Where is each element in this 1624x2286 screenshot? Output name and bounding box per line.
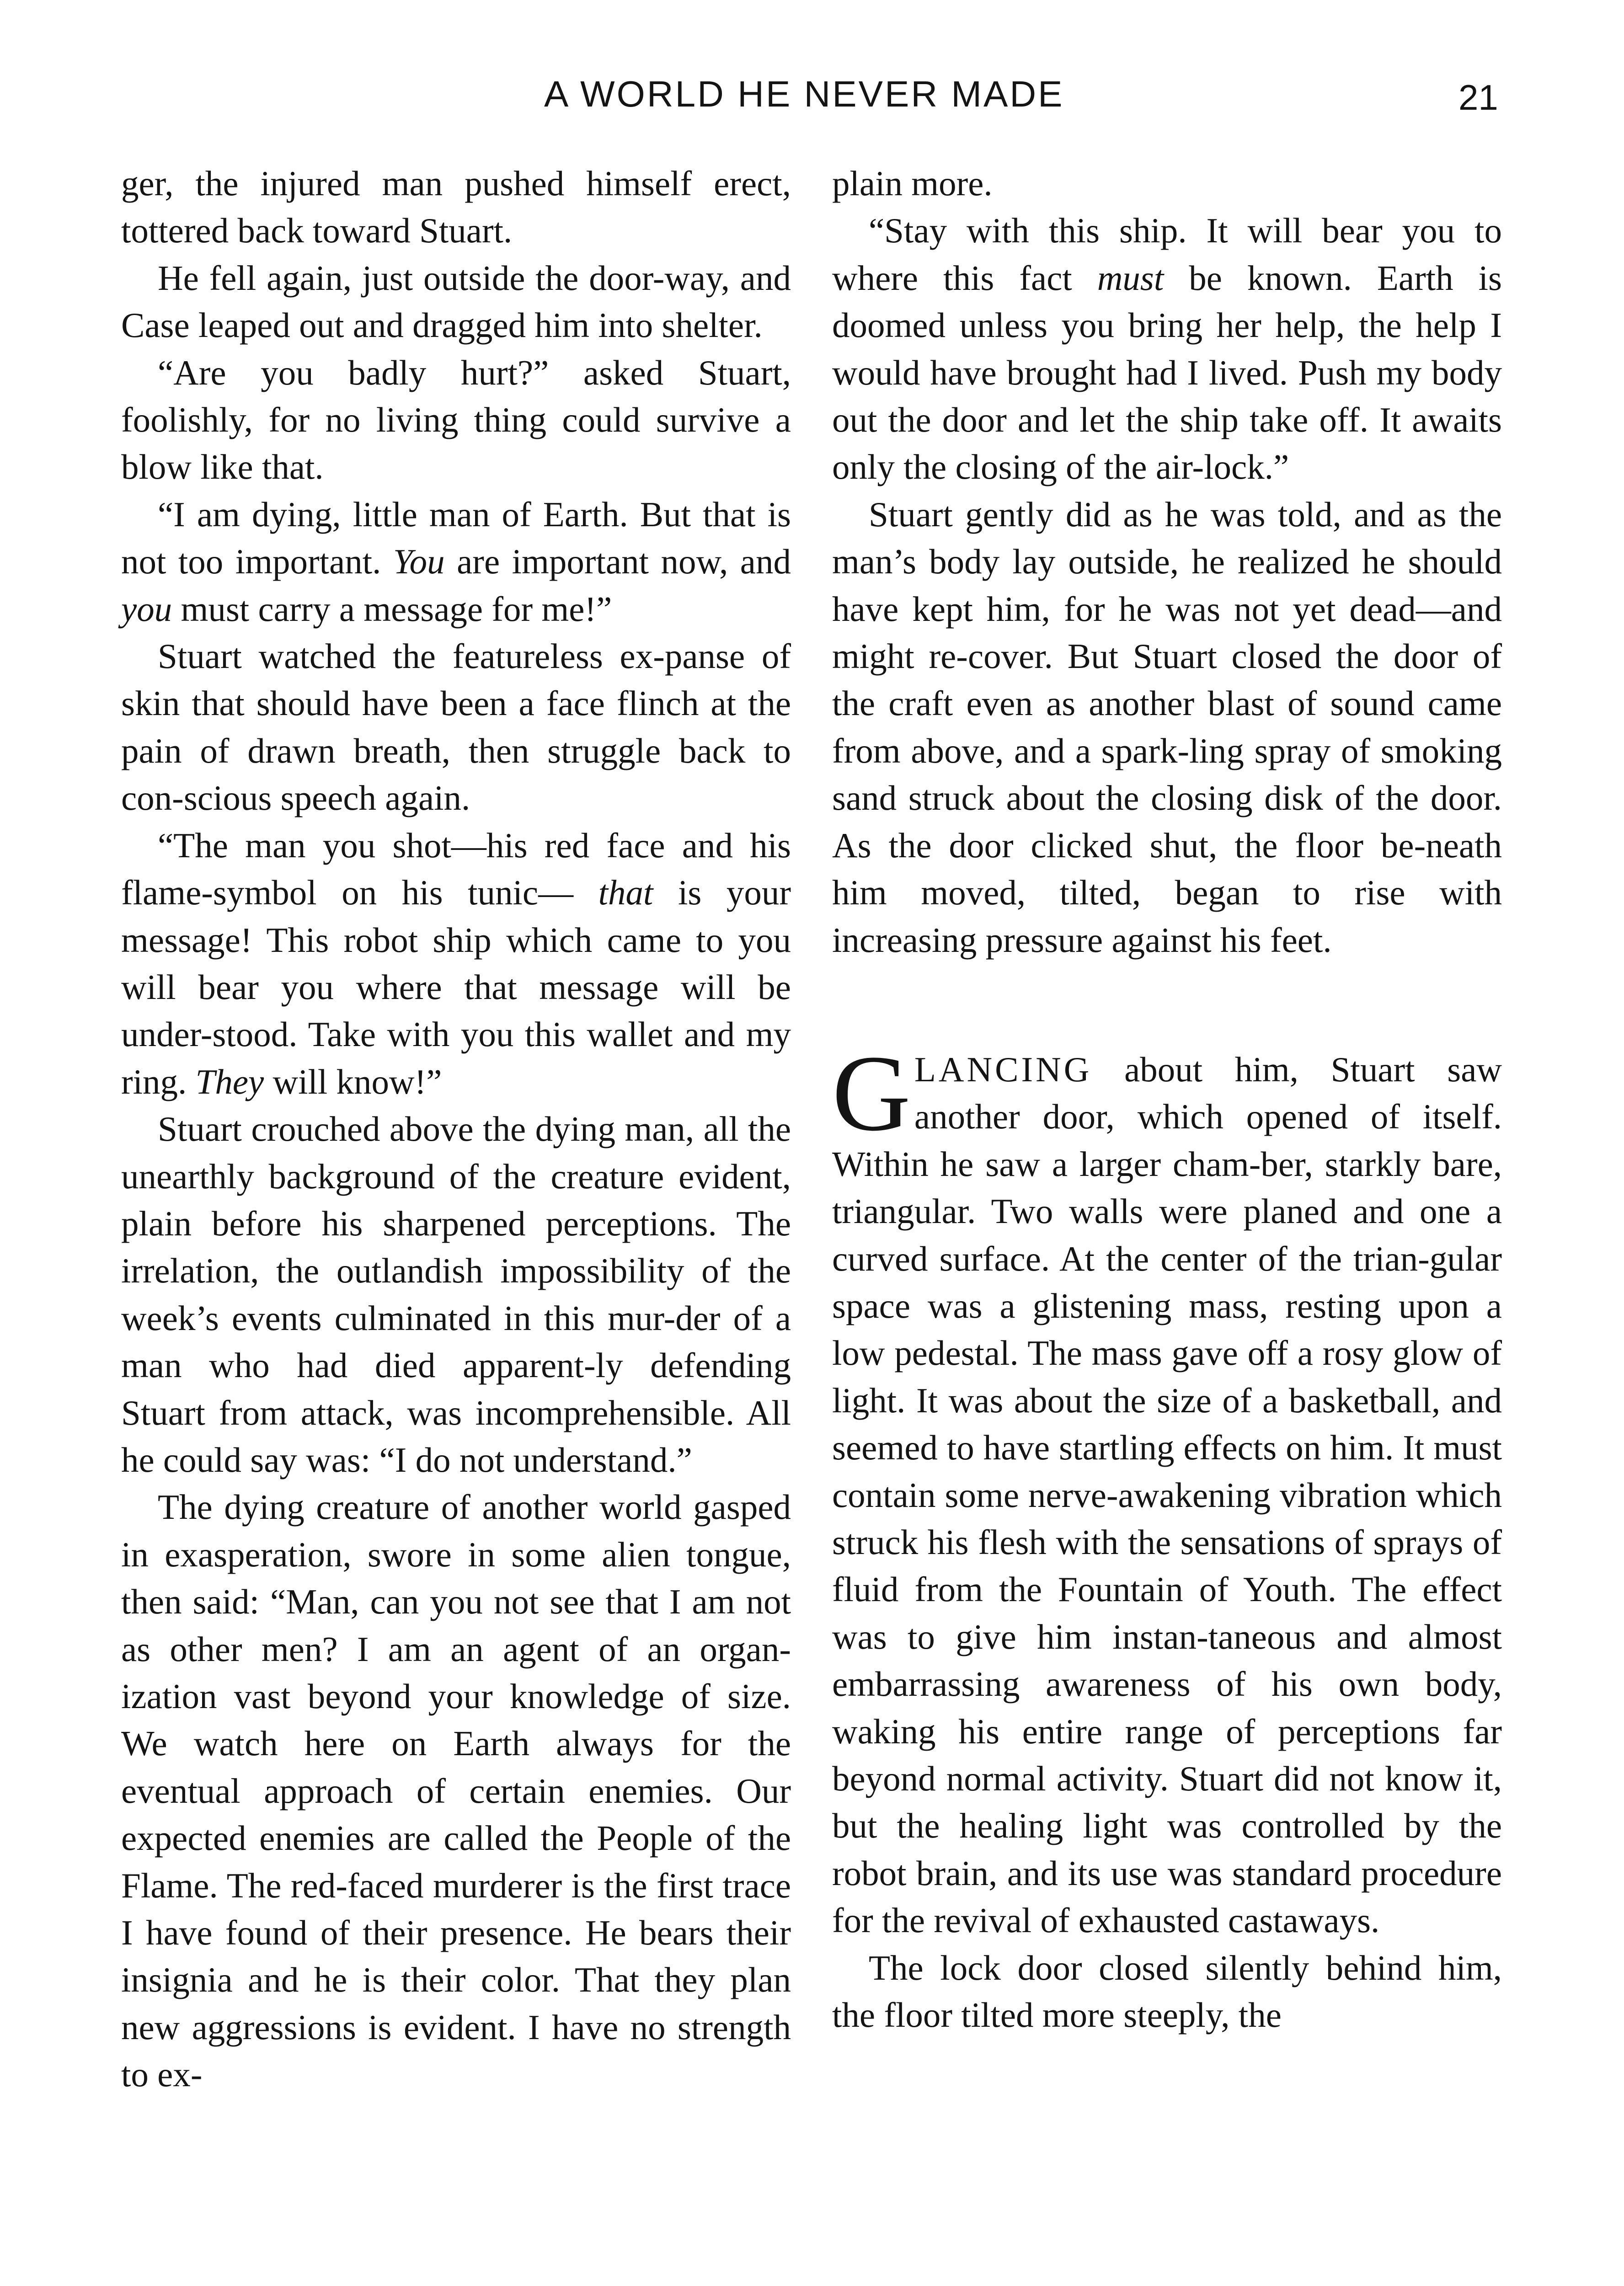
paragraph-text: The dying creature of another world gasped in exasperation, swore in some alien tongue, then said: “Man, can you not see that I am not as other men? I am an agent of an organ-ization vast beyond your knowledge of size. We watch here on Earth always for the eventual approach of certain enemies. Our expected enemies are called the People of the Flame. The red-faced murderer is the first trace I have found of their presence. He bears their insignia and he is their color. That they plan new aggressions is evident. I have no strength to ex- (121, 1487, 791, 2094)
paragraph (121, 255, 791, 349)
paragraph-text: He fell again, just outside the door-way, and Case leaped out and dragged him into shelter. (121, 258, 791, 345)
paragraph-text: ger, the injured man pushed himself erect, tottered back toward Stuart. (121, 164, 791, 251)
paragraph-text: are important now, and (444, 542, 791, 582)
paragraph (121, 491, 791, 633)
section-opening-paragraph (832, 1033, 1502, 1944)
paragraph-text: will know!” (264, 1062, 442, 1101)
lead-in-words: LANCING (914, 1049, 1092, 1089)
paragraph-text: plain more. (832, 164, 993, 203)
italic-text: must (1097, 258, 1164, 298)
drop-cap: G (832, 1033, 911, 1154)
paragraph (121, 1106, 791, 1484)
italic-text: that (598, 873, 653, 913)
italic-text: You (393, 542, 445, 582)
paragraph-text: Stuart watched the featureless ex-panse of skin that should have been a face flinch at the pain of drawn breath, then struggle back to con-scious speech again. (121, 636, 791, 818)
paragraph (121, 822, 791, 1106)
paragraph-text: Stuart gently did as he was told, and as the man’s body lay outside, he realized he should have kept him, for he was not yet dead—and might re-cover. But Stuart closed the door of the craft even as another blast of sound came from above, and a spark-ling spray of smoking sand struck about the closing disk of the door. As the door clicked shut, the floor be-neath him moved, tilted, began to rise with increasing pressure against his feet. (832, 494, 1502, 960)
italic-text: you (121, 589, 172, 629)
paragraph (121, 1484, 791, 2098)
paragraph-text: “The man you shot—his red face and his flame-symbol on his tunic— (121, 825, 791, 913)
right-column (832, 160, 1502, 2039)
paragraph (832, 491, 1502, 964)
running-head-title: A WORLD HE NEVER MADE (544, 74, 1064, 114)
paragraph (121, 349, 791, 491)
paragraph-text: is your message! This robot ship which came to you will bear you where that message will be under-stood. Take with you this wallet and my ring. (121, 873, 791, 1101)
paragraph-text: “Stay with this ship. It will bear you to where this fact (832, 211, 1502, 298)
page-number: 21 (1458, 77, 1498, 118)
paragraph-text: be known. Earth is doomed unless you bring her help, the help I would have brought had I lived. Push my body out the door and let the ship take off. It awaits only the closing of the air-lock.” (832, 258, 1502, 487)
paragraph (121, 160, 791, 255)
paragraph (832, 160, 1502, 207)
italic-text: They (195, 1062, 264, 1101)
opening-paragraph-text: about him, Stuart saw another door, which opened of itself. Within he saw a larger cham-ber, starkly bare, triangular. Two walls were planed and one a curved surface. At the center of the trian-gular space was a glistening mass, resting upon a low pedestal. The mass gave off a rosy glow of light. It was about the size of a basketball, and seemed to have startling effects on him. It must contain some nerve-awakening vibration which struck his flesh with the sensations of sprays of fluid from the Fountain of Youth. The effect was to give him instan-taneous and almost embarrassing awareness of his own body, waking his entire range of perceptions far beyond normal activity. Stuart did not know it, but the healing light was controlled by the robot brain, and its use was standard procedure for the revival of exhausted castaways. (832, 1049, 1502, 1940)
closing-paragraph: The lock door closed silently behind him, the floor tilted more steeply, the (832, 1948, 1502, 2035)
right-column-paragraphs (832, 160, 1502, 964)
section-break (832, 964, 1502, 1046)
paragraph-text: must carry a message for me!” (172, 589, 612, 629)
paragraph (121, 633, 791, 822)
paragraph-text: Stuart crouched above the dying man, all the unearthly background of the creature evident, plain before his sharpened perceptions. The irrelation, the outlandish impossibility of the week’s events culminated in this mur-der of a man who had died apparent-ly defending Stuart from attack, was incomprehensible. All he could say was: “I do not understand.” (121, 1109, 791, 1479)
paragraph-text: “Are you badly hurt?” asked Stuart, foolishly, for no living thing could survive a blow like that. (121, 353, 791, 487)
paragraph-text: “I am dying, little man of Earth. But that is not too important. (121, 494, 791, 582)
left-column (121, 160, 791, 2099)
paragraph (832, 207, 1502, 491)
